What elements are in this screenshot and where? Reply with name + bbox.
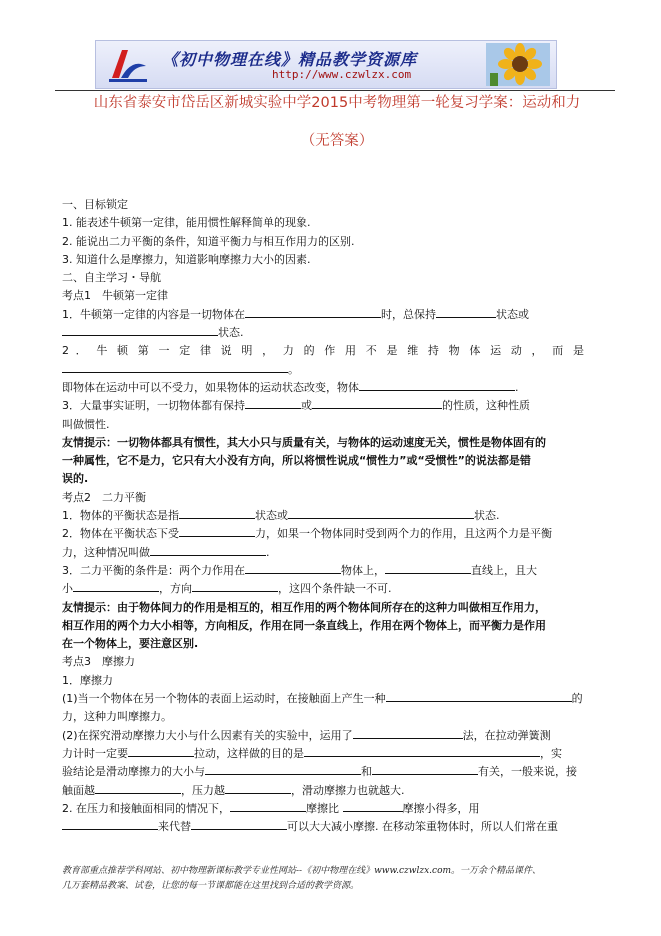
text-segment: 1．牛顿第一定律的内容是一切物体在 bbox=[62, 307, 245, 321]
text-line bbox=[62, 361, 584, 379]
text-segment: 状态或 bbox=[496, 307, 529, 321]
text-line bbox=[62, 672, 584, 690]
fill-in-blank[interactable] bbox=[372, 763, 478, 775]
text-segment: 一种属性，它不是力，它只有大小没有方向，所以将惯性说成“惯性力”或“受惯性”的说法都是错 bbox=[62, 454, 531, 468]
fill-in-blank[interactable] bbox=[385, 562, 471, 574]
text-segment: 来代替 bbox=[158, 820, 191, 834]
fill-in-blank[interactable] bbox=[288, 507, 474, 519]
text-line bbox=[62, 306, 584, 324]
text-line bbox=[62, 727, 584, 745]
text-segment: 友情提示：一切物体都具有惯性，其大小只与质量有关，与物体的运动速度无关，惯性是物体固有的 bbox=[62, 435, 546, 449]
text-segment: 2．物体在平衡状态下受 bbox=[62, 527, 179, 541]
fill-in-blank[interactable] bbox=[128, 745, 194, 757]
page-footer bbox=[62, 864, 602, 894]
text-segment: 力，这种情况叫做 bbox=[62, 545, 150, 559]
text-line bbox=[62, 269, 584, 287]
text-segment: 2 ． 牛 顿 第 一 定 律 说 明 ， 力 的 作 用 不 是 维 持 物 体 运 动 ， 而 是 bbox=[62, 344, 584, 358]
fill-in-blank[interactable] bbox=[245, 397, 301, 409]
text-line bbox=[62, 708, 584, 726]
tip-line bbox=[62, 452, 584, 470]
text-segment: 2. 能说出二力平衡的条件，知道平衡力与相互作用力的区别. bbox=[62, 234, 355, 248]
document-title: 山东省泰安市岱岳区新城实验中学2015中考物理第一轮复习学案：运动和力 bbox=[93, 95, 581, 111]
text-line bbox=[62, 525, 584, 543]
text-segment: 力，这种力叫摩擦力。 bbox=[62, 710, 172, 724]
text-segment: 时，总保持 bbox=[381, 307, 436, 321]
text-segment: . bbox=[266, 545, 270, 559]
text-line bbox=[62, 507, 584, 525]
text-line bbox=[62, 287, 584, 305]
text-line bbox=[62, 580, 584, 598]
text-segment: 二、自主学习・导航 bbox=[62, 271, 161, 285]
text-segment: 和 bbox=[361, 765, 372, 779]
text-segment: 物体上， bbox=[341, 563, 385, 577]
text-line bbox=[62, 745, 584, 763]
fill-in-blank[interactable] bbox=[343, 800, 403, 812]
banner-url[interactable]: http://www.czwlzx.com bbox=[272, 68, 412, 81]
fill-in-blank[interactable] bbox=[304, 745, 540, 757]
sunflower-icon bbox=[486, 43, 550, 86]
text-segment: 3. 知道什么是摩擦力，知道影响摩擦力大小的因素. bbox=[62, 252, 311, 266]
text-line bbox=[62, 233, 584, 251]
text-line bbox=[62, 763, 584, 781]
text-segment: 法，在拉动弹簧测 bbox=[462, 728, 551, 742]
text-line bbox=[62, 562, 584, 580]
text-line bbox=[62, 196, 584, 214]
text-segment: 可以大大减小摩擦. 在移动笨重物体时，所以人们常在重 bbox=[287, 820, 558, 834]
text-segment: 考点3 摩擦力 bbox=[62, 655, 135, 669]
text-segment: 力计时一定要 bbox=[62, 746, 128, 760]
text-line bbox=[62, 489, 584, 507]
text-segment: 直线上，且大 bbox=[471, 563, 537, 577]
fill-in-blank[interactable] bbox=[359, 379, 515, 391]
text-segment: 验结论是滑动摩擦力的大小与 bbox=[62, 765, 205, 779]
tip-line bbox=[62, 599, 584, 617]
fill-in-blank[interactable] bbox=[245, 562, 341, 574]
text-segment: 考点2 二力平衡 bbox=[62, 490, 146, 504]
text-segment: 状态. bbox=[474, 509, 500, 523]
tip-line bbox=[62, 434, 584, 452]
fill-in-blank[interactable] bbox=[386, 690, 572, 702]
tip-line bbox=[62, 470, 584, 488]
fill-in-blank[interactable] bbox=[230, 800, 306, 812]
text-segment: ，实 bbox=[540, 746, 562, 760]
fill-in-blank[interactable] bbox=[62, 818, 158, 830]
fill-in-blank[interactable] bbox=[312, 397, 442, 409]
text-segment: 的性质，这种性质 bbox=[442, 399, 530, 413]
text-segment: 2. 在压力和接触面相同的情况下， bbox=[62, 801, 230, 815]
document-body bbox=[62, 196, 584, 836]
text-segment: 状态或 bbox=[255, 509, 288, 523]
text-segment: ，压力越 bbox=[181, 783, 225, 797]
text-line bbox=[62, 397, 584, 415]
fill-in-blank[interactable] bbox=[436, 306, 496, 318]
text-segment: 触面越 bbox=[62, 783, 95, 797]
text-line bbox=[62, 782, 584, 800]
banner-title: 《初中物理在线》精品教学资源库 bbox=[162, 50, 418, 69]
fill-in-blank[interactable] bbox=[62, 324, 218, 336]
text-segment: (2)在探究滑动摩擦力大小与什么因素有关的实验中，运用了 bbox=[62, 728, 353, 742]
fill-in-blank[interactable] bbox=[73, 580, 159, 592]
text-segment: ，方向 bbox=[159, 582, 192, 596]
text-segment: 在一个物体上，要注意区别. bbox=[62, 637, 199, 651]
fill-in-blank[interactable] bbox=[191, 818, 287, 830]
text-line bbox=[62, 324, 584, 342]
fill-in-blank[interactable] bbox=[353, 727, 463, 739]
text-segment: 小 bbox=[62, 582, 73, 596]
fill-in-blank[interactable] bbox=[192, 580, 278, 592]
text-line bbox=[62, 342, 584, 360]
text-line bbox=[62, 544, 584, 562]
footer-line: 几万套精品教案、试卷，让您的每一节课都能在这里找到合适的教学资源。 bbox=[62, 881, 360, 891]
footer-line: 教育部重点推荐学科网站、初中物理新课标教学专业性网站--《初中物理在线》www.czwlzx.com。一万余个精品课件、 bbox=[62, 866, 542, 876]
text-segment: 1. 能表述牛顿第一定律，能用惯性解释简单的现象. bbox=[62, 216, 311, 230]
header-rule bbox=[55, 90, 615, 91]
text-segment: 友情提示：由于物体间力的作用是相互的，相互作用的两个物体间所存在的这种力叫做相互作用力， bbox=[62, 600, 546, 614]
fill-in-blank[interactable] bbox=[62, 361, 288, 373]
text-line bbox=[62, 653, 584, 671]
text-segment: 。 bbox=[288, 362, 299, 376]
text-line bbox=[62, 416, 584, 434]
text-segment: 有关，一般来说，接 bbox=[478, 765, 577, 779]
text-segment: 考点1 牛顿第一定律 bbox=[62, 289, 168, 303]
logo-icon bbox=[106, 44, 150, 84]
text-segment: 摩擦小得多，用 bbox=[402, 801, 480, 815]
fill-in-blank[interactable] bbox=[95, 782, 181, 794]
text-line bbox=[62, 690, 584, 708]
text-segment: ，这四个条件缺一不可. bbox=[278, 582, 392, 596]
text-segment: 的 bbox=[571, 692, 583, 706]
text-segment: 摩擦比 bbox=[306, 801, 343, 815]
header-banner bbox=[95, 40, 557, 89]
text-line bbox=[62, 379, 584, 397]
text-segment: . bbox=[515, 380, 519, 394]
text-line bbox=[62, 214, 584, 232]
tip-line bbox=[62, 617, 584, 635]
text-segment: 1．摩擦力 bbox=[62, 673, 113, 687]
text-segment: 叫做惯性. bbox=[62, 417, 110, 431]
text-segment: 状态. bbox=[218, 326, 244, 340]
text-segment: 误的. bbox=[62, 472, 89, 486]
tip-line bbox=[62, 635, 584, 653]
text-segment: 相互作用的两个力大小相等，方向相反，作用在同一条直线上，作用在两个物体上，而平衡力是作用 bbox=[62, 618, 546, 632]
fill-in-blank[interactable] bbox=[150, 544, 266, 556]
text-segment: 1．物体的平衡状态是指 bbox=[62, 509, 179, 523]
fill-in-blank[interactable] bbox=[205, 763, 361, 775]
text-segment: (1)当一个物体在另一个物体的表面上运动时，在接触面上产生一种 bbox=[62, 692, 386, 706]
text-segment: ，滑动摩擦力也就越大. bbox=[291, 783, 405, 797]
fill-in-blank[interactable] bbox=[245, 306, 381, 318]
text-segment: 拉动，这样做的目的是 bbox=[194, 746, 304, 760]
text-segment: 3．二力平衡的条件是：两个力作用在 bbox=[62, 563, 245, 577]
text-segment: 力，如果一个物体同时受到两个力的作用，且这两个力是平衡 bbox=[255, 527, 552, 541]
text-segment: 3．大量事实证明，一切物体都有保持 bbox=[62, 399, 245, 413]
fill-in-blank[interactable] bbox=[179, 507, 255, 519]
text-segment: 或 bbox=[301, 399, 312, 413]
text-segment: 一、目标锁定 bbox=[62, 198, 128, 211]
document-subtitle: （无答案） bbox=[300, 133, 374, 149]
text-line bbox=[62, 818, 584, 836]
fill-in-blank[interactable] bbox=[225, 782, 291, 794]
text-segment: 即物体在运动中可以不受力，如果物体的运动状态改变，物体 bbox=[62, 380, 359, 394]
fill-in-blank[interactable] bbox=[179, 525, 255, 537]
text-line bbox=[62, 800, 584, 818]
text-line bbox=[62, 251, 584, 269]
